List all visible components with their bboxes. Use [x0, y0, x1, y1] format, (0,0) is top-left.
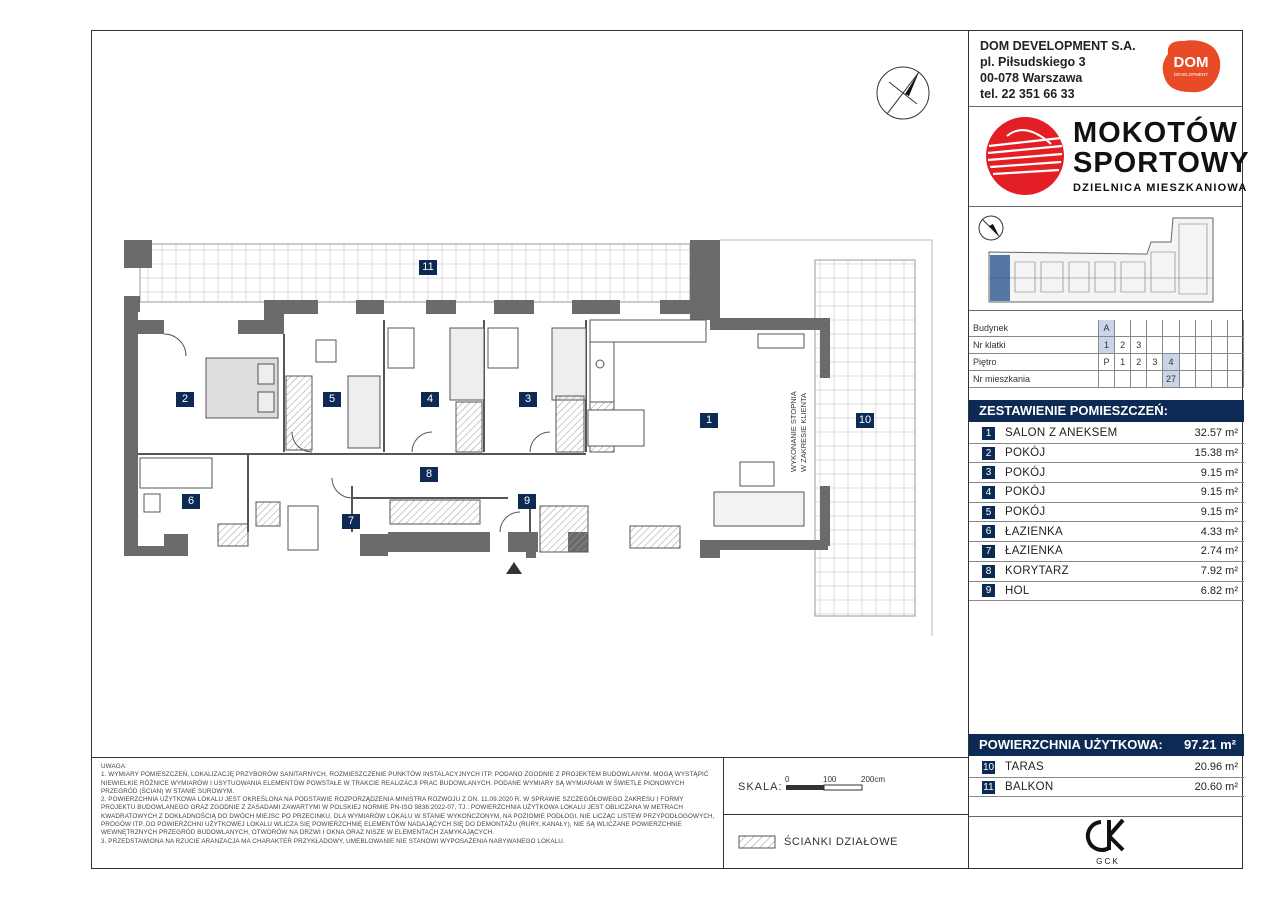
room-row — [969, 463, 1244, 483]
room-number: 3 — [982, 466, 995, 479]
room-area: 9.15 m² — [1200, 466, 1238, 479]
grid-row-floor: Piętro P 1 2 3 4 — [969, 354, 1244, 371]
plan-room-label: 9 — [518, 494, 536, 509]
title-block — [968, 30, 1250, 869]
outdoor-table — [969, 758, 1244, 797]
room-row — [969, 562, 1244, 582]
stair-note-1: WYKONANIE STOPNIA — [789, 391, 798, 472]
company-name: DOM DEVELOPMENT S.A. — [980, 39, 1136, 53]
scale-bar — [783, 773, 893, 793]
brand-line-3: DZIELNICA MIESZKANIOWA — [1073, 182, 1248, 194]
plan-room-label: 3 — [519, 392, 537, 407]
room-area: 9.15 m² — [1200, 486, 1238, 499]
plan-room-label: 4 — [421, 392, 439, 407]
svg-text:DOM: DOM — [1173, 54, 1209, 71]
room-name: BALKON — [1005, 781, 1054, 794]
rooms-header: ZESTAWIENIE POMIESZCZEŃ: — [969, 400, 1244, 422]
svg-text:200cm: 200cm — [861, 775, 886, 784]
usable-area-bar — [969, 734, 1244, 756]
plan-room-label: 11 — [419, 260, 437, 275]
room-area: 2.74 m² — [1200, 545, 1238, 558]
room-area: 20.60 m² — [1194, 781, 1238, 794]
svg-text:G C K: G C K — [1096, 857, 1118, 866]
floor-plan — [120, 236, 940, 636]
room-area: 32.57 m² — [1194, 427, 1238, 440]
apartment-info-grid — [969, 320, 1244, 388]
room-name: KORYTARZ — [1005, 565, 1069, 578]
notes — [101, 763, 717, 846]
dom-development-logo — [1158, 36, 1224, 96]
room-area: 7.92 m² — [1200, 565, 1238, 578]
room-area: 4.33 m² — [1200, 525, 1238, 538]
room-number: 9 — [982, 584, 995, 597]
plan-room-label: 6 — [182, 494, 200, 509]
legend-label: ŚCIANKI DZIAŁOWE — [784, 836, 899, 848]
room-name: POKÓJ — [1005, 486, 1046, 499]
room-number: 10 — [982, 761, 995, 773]
room-name: TARAS — [1005, 761, 1044, 774]
company-info — [980, 38, 1136, 102]
usable-area-value: 97.21 m² — [1183, 737, 1236, 752]
grid-row-staircase: Nr klatki 1 2 3 — [969, 337, 1244, 354]
room-number: 2 — [982, 447, 995, 460]
room-row — [969, 778, 1244, 798]
room-row — [969, 758, 1244, 778]
plan-room-label: 8 — [420, 467, 438, 482]
svg-text:DEVELOPMENT: DEVELOPMENT — [1173, 72, 1209, 77]
room-name: ŁAZIENKA — [1005, 525, 1064, 538]
project-brand — [1073, 118, 1250, 196]
company-phone: tel. 22 351 66 33 — [980, 87, 1075, 101]
note-2: 2. POWIERZCHNIA UŻYTKOWA LOKALU JEST OKREŚLONA NA PODSTAWIE ROZPORZĄDZENIA MINISTRA ROZWOJU Z DN. 11.09.2020 R. W SPRAWIE SZCZEGÓŁOWEGO ZAKRESU I FORMY PROJEKTU BUDOWLANEGO ORAZ ZGODNIE Z ZASADAMI ZAWARTYMI W POLSKIEJ NORMIE PN-ISO 9836:2022-07, TJ.: POWIERZCHNIA UŻYTKOWA LOKALU JEST OBLICZANA W METRACH KWADRATOWYCH Z DOKŁADNOŚCIĄ DO DWÓCH MIEJSC PO PRZECINKU, DLA WYMIARÓW LOKALU W STANIE WYKOŃCZONYM, NA POZIOMIE PODŁOGI, NIE LICZĄC LISTEW PRZYPODŁOGOWYCH, PROGÓW ITP. DO POWIERZCHNI UŻYTKOWEJ LOKALU WLICZA SIĘ POWIERZCHNIĘ ELEMENTÓW NADAJĄCYCH SIĘ DO DEMONTAŻU (RURY, KANAŁY), NIE SĄ WLICZANE POWIERZCHNIE WEWNĘTRZNYCH PRZEGRÓD BUDOWLANYCH, OTWORÓW NA DRZWI I OKNA ORAZ NISZE W ELEMENTACH ZAMYKAJĄCYCH. — [101, 796, 715, 837]
grid-row-apartment: Nr mieszkania 27 — [969, 371, 1244, 388]
room-row — [969, 522, 1244, 542]
room-area: 15.38 m² — [1194, 447, 1238, 460]
brand-line-1: MOKOTÓW — [1073, 117, 1238, 149]
svg-text:100: 100 — [823, 775, 837, 784]
entrance-arrow-icon — [506, 562, 522, 574]
partition-legend-icon — [738, 835, 776, 849]
room-area: 6.82 m² — [1200, 584, 1238, 597]
scale-label: SKALA: — [738, 781, 783, 793]
mokotow-logo-icon — [985, 116, 1065, 196]
key-plan — [975, 212, 1239, 310]
room-area: 9.15 m² — [1200, 506, 1238, 519]
plan-room-label: 2 — [176, 392, 194, 407]
brand-line-2: SPORTOWY — [1073, 147, 1250, 179]
room-row — [969, 503, 1244, 523]
room-number: 6 — [982, 525, 995, 538]
room-name: POKÓJ — [1005, 466, 1046, 479]
rooms-table — [969, 424, 1244, 601]
plan-room-label: 1 — [700, 413, 718, 428]
plan-room-label: 10 — [856, 413, 874, 428]
company-street: pl. Piłsudskiego 3 — [980, 55, 1086, 69]
note-3: 3. PRZEDSTAWIONA NA RZUCIE ARANŻACJA MA CHARAKTER PRZYKŁADOWY, UMEBLOWANIE NIE STANOWI WYPOSAŻENIA NABYWANEGO LOKALU. — [101, 837, 565, 845]
note-1: 1. WYMIARY POMIESZCZEŃ, LOKALIZACJĘ PRZYBORÓW SANITARNYCH, ROZMIESZCZENIE PUNKTÓW INSTALACYJNYCH ITP. PODANO ZGODNIE Z PROJEKTEM BUDOWLANYM. MOGĄ WYSTĄPIĆ NIEWIELKIE RÓŻNICE WYMIARÓW I USYTUOWANIA ELEMENTÓW POWSTAŁE W TRAKCIE REALIZACJI PRAC BUDOWLANYCH. PODANE WYMIARY SĄ WYMIARAMI W ŚWIETLE PIONOWYCH PRZEGRÓD (ŚCIAN) W STANIE SUROWYM. — [101, 771, 709, 795]
room-name: POKÓJ — [1005, 447, 1046, 460]
room-row — [969, 424, 1244, 444]
notes-title: UWAGA: — [101, 763, 127, 770]
terrace-area — [815, 260, 915, 616]
stair-note-2: W ZAKRESIE KLIENTA — [799, 392, 808, 472]
room-row — [969, 542, 1244, 562]
room-number: 1 — [982, 427, 995, 440]
room-name: HOL — [1005, 584, 1030, 597]
room-name: ŁAZIENKA — [1005, 545, 1064, 558]
room-name: POKÓJ — [1005, 506, 1046, 519]
room-number: 8 — [982, 565, 995, 578]
room-number: 4 — [982, 486, 995, 499]
room-number: 11 — [983, 781, 994, 793]
room-row — [969, 483, 1244, 503]
room-number: 5 — [982, 506, 995, 519]
room-row — [969, 582, 1244, 602]
company-city: 00-078 Warszawa — [980, 71, 1083, 85]
room-area: 20.96 m² — [1194, 761, 1238, 774]
gck-logo — [1079, 816, 1139, 868]
north-arrow-icon — [873, 66, 933, 126]
room-row — [969, 444, 1244, 464]
svg-text:0: 0 — [785, 775, 790, 784]
plan-room-label: 7 — [342, 514, 360, 529]
usable-area-label: POWIERZCHNIA UŻYTKOWA: — [979, 737, 1163, 752]
room-name: SALON Z ANEKSEM — [1005, 427, 1118, 440]
room-number: 7 — [982, 545, 995, 558]
balcony-area — [140, 244, 690, 302]
grid-row-building: Budynek A — [969, 320, 1244, 337]
plan-room-label: 5 — [323, 392, 341, 407]
